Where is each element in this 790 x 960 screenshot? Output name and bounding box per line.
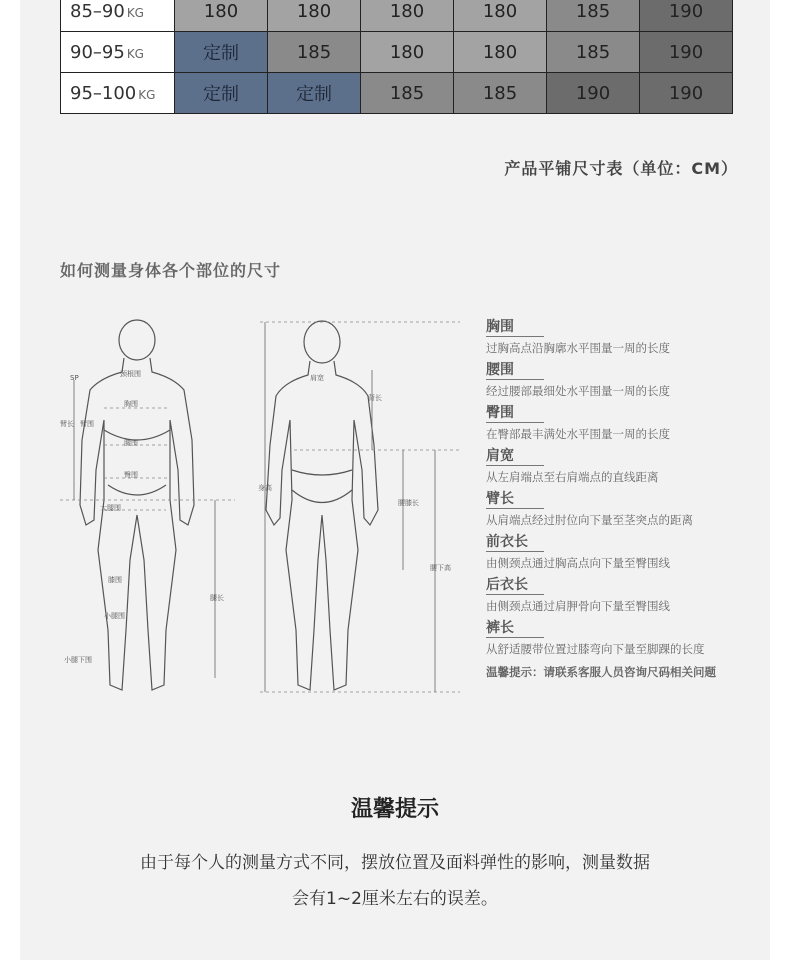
weight-range-cell [61, 73, 175, 114]
label-inseam: 腿长 [210, 594, 224, 602]
label-pants: 腰下高 [430, 564, 451, 572]
weight-unit: KG [126, 5, 144, 20]
size-cell: 190 [547, 73, 640, 114]
table-caption: 产品平铺尺寸表（单位：CM） [504, 159, 738, 178]
notice-line-2: 会有1~2厘米左右的误差。 [292, 889, 498, 909]
definition-name: 前衣长 [486, 531, 544, 552]
definition-name: 裤长 [486, 617, 544, 638]
definition-name: 后衣长 [486, 574, 544, 595]
label-waist-height: 腰膝长 [398, 499, 419, 507]
definition-item [486, 617, 746, 660]
definition-item [486, 359, 746, 402]
label-calf: 小腿围 [104, 612, 125, 620]
size-cell: 185 [361, 73, 454, 114]
definition-desc: 在臀部最丰满处水平围量一周的长度 [486, 427, 670, 441]
definition-item [486, 531, 746, 574]
label-shoulder: 肩宽 [310, 374, 324, 382]
size-table-row [61, 32, 733, 73]
definition-name: 胸围 [486, 316, 544, 337]
label-thigh: 大腿围 [100, 504, 121, 512]
definition-name: 腰围 [486, 359, 544, 380]
size-cell: 190 [640, 73, 733, 114]
definition-desc: 从舒适腰带位置过膝弯向下量至脚踝的长度 [486, 642, 705, 656]
size-cell: 定制 [268, 73, 361, 114]
size-cell: 180 [454, 32, 547, 73]
size-cell: 185 [268, 32, 361, 73]
label-neck: 颈根围 [120, 370, 141, 378]
label-back: 背长 [368, 394, 382, 402]
definition-desc: 由侧颈点通过胸高点向下量至臀围线 [486, 556, 670, 570]
weight-range: 95–100 [70, 82, 137, 104]
size-cell: 定制 [175, 32, 268, 73]
size-cell: 185 [547, 32, 640, 73]
definition-item [486, 316, 746, 359]
label-arm-girth: 臂围 [80, 420, 94, 428]
measure-section-title: 如何测量身体各个部位的尺寸 [60, 261, 282, 280]
definition-desc: 经过腰部最细处水平围量一周的长度 [486, 384, 670, 398]
weight-unit: KG [138, 87, 156, 102]
label-hip: 臀围 [124, 471, 138, 479]
definition-desc: 过胸高点沿胸廓水平围量一周的长度 [486, 341, 670, 355]
size-cell: 180 [361, 0, 454, 32]
definition-item [486, 574, 746, 617]
notice-line-1: 由于每个人的测量方式不同，摆放位置及面料弹性的影响，测量数据 [140, 853, 650, 873]
definition-item [486, 488, 746, 531]
definition-name: 肩宽 [486, 445, 544, 466]
size-cell: 185 [454, 73, 547, 114]
body-measurement-diagram [60, 300, 460, 710]
label-height: 身高 [258, 484, 272, 492]
definition-item [486, 445, 746, 488]
size-cell: 180 [454, 0, 547, 32]
measurement-definitions [486, 316, 746, 680]
definition-desc: 从肩端点经过肘位向下量至茎突点的距离 [486, 513, 693, 527]
label-waist: 腰围 [124, 439, 138, 447]
definition-item [486, 402, 746, 445]
weight-range-cell [61, 0, 175, 32]
size-cell: 190 [640, 0, 733, 32]
weight-range-cell [61, 32, 175, 73]
size-cell: 180 [361, 32, 454, 73]
size-cell: 185 [547, 0, 640, 32]
size-cell: 180 [268, 0, 361, 32]
weight-range: 85–90 [70, 0, 125, 22]
size-help-tip: 温馨提示：请联系客服人员咨询尺码相关问题 [486, 665, 716, 679]
size-table-row [61, 73, 733, 114]
size-cell: 190 [640, 32, 733, 73]
weight-unit: KG [126, 46, 144, 61]
label-knee: 膝围 [108, 576, 122, 584]
definition-desc: 从左肩端点至右肩端点的直线距离 [486, 470, 659, 484]
weight-range: 90–95 [70, 41, 125, 63]
label-sp: SP [70, 374, 79, 382]
label-chest: 胸围 [124, 400, 138, 408]
size-table-row [61, 0, 733, 32]
size-cell: 180 [175, 0, 268, 32]
definition-name: 臀围 [486, 402, 544, 423]
definition-desc: 由侧颈点通过肩胛骨向下量至臀围线 [486, 599, 670, 613]
label-ankle: 小腿下围 [64, 656, 92, 664]
label-arm-length: 臂长 [60, 420, 74, 428]
notice-title: 温馨提示 [350, 797, 439, 822]
size-cell: 定制 [175, 73, 268, 114]
definition-name: 臂长 [486, 488, 544, 509]
size-table [60, 0, 733, 114]
